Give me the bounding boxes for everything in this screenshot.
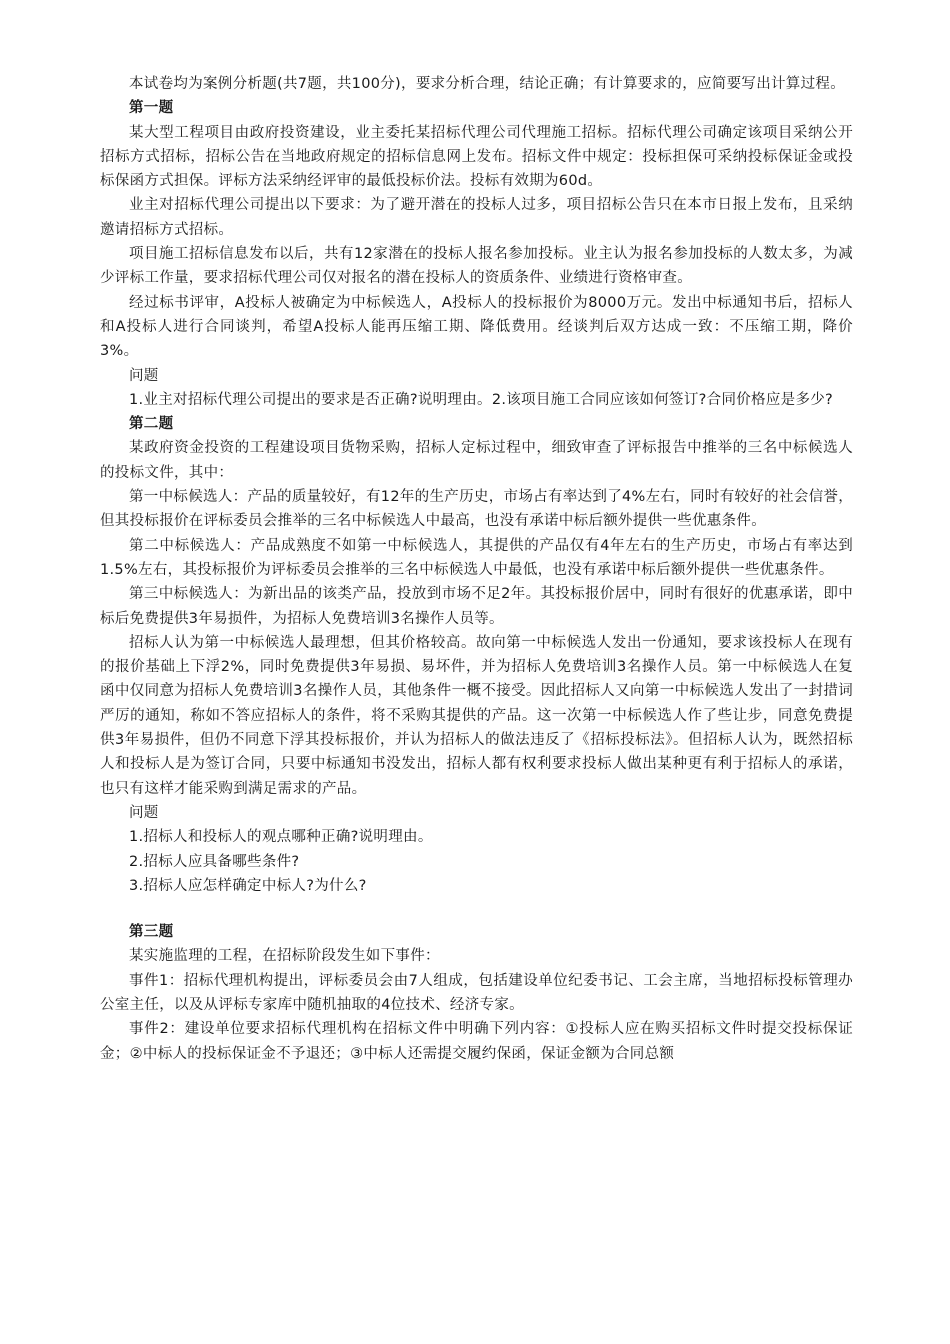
- q2-paragraph-4: 第三中标候选人：为新出品的该类产品，投放到市场不足2年。其投标报价居中，同时有很好的优惠承诺，即中标后免费提供3年易损件，为招标人免费培训3名操作人员等。: [100, 586, 853, 627]
- section-spacer: [100, 898, 853, 920]
- document-page: [100, 72, 853, 1066]
- q1-paragraph-3: 项目施工招标信息发布以后，共有12家潜在的投标人报名参加投标。业主认为报名参加投标的人数太多，为减少评标工作量，要求招标代理公司仅对报名的潜在投标人的资质条件、业绩进行资格审查。: [100, 246, 853, 287]
- q1-question-label: 问题: [129, 367, 159, 384]
- q3-paragraph-3: 事件2：建设单位要求招标代理机构在招标文件中明确下列内容：①投标人应在购买招标文件时提交投标保证金；②中标人的投标保证金不予退还；③中标人还需提交履约保函，保证金额为合同总额: [100, 1021, 853, 1062]
- q2-question-1: 1.招标人和投标人的观点哪种正确?说明理由。: [129, 829, 433, 846]
- q2-paragraph-3: 第二中标候选人：产品成熟度不如第一中标候选人，其提供的产品仅有4年左右的生产历史，市场占有率达到1.5%左右，其投标报价为评标委员会推举的三名中标候选人中最低，也没有承诺中标后额外提供一些优惠条件。: [100, 537, 853, 578]
- q2-question-2: 2.招标人应具备哪些条件?: [129, 853, 300, 870]
- q2-paragraph-1: 某政府资金投资的工程建设项目货物采购，招标人定标过程中，细致审查了评标报告中推举的三名中标候选人的投标文件，其中：: [100, 440, 853, 481]
- section-heading-q3: 第三题: [129, 924, 174, 941]
- q1-paragraph-2: 业主对招标代理公司提出以下要求：为了避开潜在的投标人过多，项目招标公告只在本市日报上发布，且采纳邀请招标方式招标。: [100, 197, 853, 238]
- section-heading-q2: 第二题: [129, 416, 174, 433]
- q1-paragraph-4: 经过标书评审，A投标人被确定为中标候选人，A投标人的投标报价为8000万元。发出中标通知书后，招标人和A投标人进行合同谈判，希望A投标人能再压缩工期、降低费用。经谈判后双方达成一致：不压缩工期，降价3%。: [100, 294, 853, 360]
- q1-question-text: 1.业主对招标代理公司提出的要求是否正确?说明理由。2.该项目施工合同应该如何签订?合同价格应是多少?: [129, 391, 834, 408]
- q2-question-3: 3.招标人应怎样确定中标人?为什么?: [129, 877, 367, 894]
- q3-paragraph-2: 事件1：招标代理机构提出，评标委员会由7人组成，包括建设单位纪委书记、工会主席，当地招标投标管理办公室主任，以及从评标专家库中随机抽取的4位技术、经济专家。: [100, 972, 853, 1013]
- q3-paragraph-1: 某实施监理的工程，在招标阶段发生如下事件：: [129, 948, 440, 965]
- exam-intro: 本试卷均为案例分析题(共7题，共100分)，要求分析合理，结论正确；有计算要求的，应简要写出计算过程。: [129, 76, 846, 92]
- q2-paragraph-5: 招标人认为第一中标候选人最理想，但其价格较高。故向第一中标候选人发出一份通知，要求该投标人在现有的报价基础上下浮2%，同时免费提供3年易损、易坏件，并为招标人免费培训3名操作人员。第一中标候选人在复函中仅同意为招标人免费培训3名操作人员，其他条件一概不接受。因此招标人又向第一中标候选人发出了一封措词严厉的通知，称如不答应招标人的条件，将不采购其提供的产品。这一次第一中标候选人作了些让步，同意免费提供3年易损件，但仍不同意下浮其投标报价，并认为招标人的做法违反了《招标投标法》。但招标人认为，既然招标人和投标人是为签订合同，只要中标通知书没发出，招标人都有权利要求投标人做出某种更有利于招标人的承诺，也只有这样才能采购到满足需求的产品。: [100, 634, 853, 797]
- section-heading-q1: 第一题: [129, 100, 174, 117]
- q1-paragraph-1: 某大型工程项目由政府投资建设，业主委托某招标代理公司代理施工招标。招标代理公司确定该项目采纳公开招标方式招标，招标公告在当地政府规定的招标信息网上发布。招标文件中规定：投标担保可采纳投标保证金或投标保函方式担保。评标方法采纳经评审的最低投标价法。投标有效期为60d。: [100, 124, 853, 190]
- q2-question-label: 问题: [129, 804, 159, 821]
- q2-paragraph-2: 第一中标候选人：产品的质量较好，有12年的生产历史，市场占有率达到了4%左右，同时有较好的社会信誉，但其投标报价在评标委员会推举的三名中标候选人中最高，也没有承诺中标后额外提供一些优惠条件。: [100, 489, 853, 530]
